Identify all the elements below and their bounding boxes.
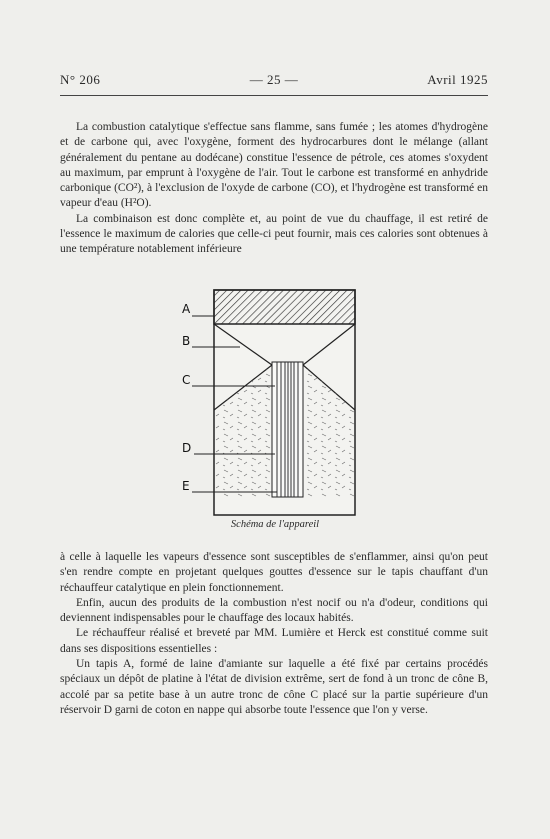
label-c: C [182,373,191,387]
label-a: A [182,302,191,316]
apparatus-diagram [180,287,360,517]
paragraph: La combinaison est donc complète et, au point de vue du chauffage, il est retiré de l'essence le maximum de calories que celle-ci peut fournir, mais ces calories sont obtenues à une température notablement inférieure [60,212,488,256]
paragraph: Enfin, aucun des produits de la combustion n'est nocif ou n'a d'odeur, conditions qui deviennent indispensables pour le chauffage des locaux habités. [60,596,488,625]
issue-date: Avril 1925 [427,72,488,87]
figure-caption: Schéma de l'appareil [230,519,320,530]
body-text-top [60,120,488,258]
label-e: E [182,479,190,493]
paragraph: Le réchauffeur réalisé et breveté par MM. Lumière et Herck est constitué comme suit dans ses dispositions essentielles : [60,627,488,655]
issue-number: N° 206 [60,72,101,87]
page-number: — 25 — [249,72,299,87]
running-header [60,72,488,92]
asbestos-pad [214,290,355,324]
paragraph: La combustion catalytique s'effectue sans flamme, sans fumée ; les atomes d'hydrogène et de carbone qui, avec l'oxygène, forment des hydrocarbures dont le mélange (allant généralement du pentane au dodécane) constitue l'essence de pétrole, ces atomes s'oxydent au maximum, par emprunt à l'oxygène de l'air. Tout le carbone est transformé en anhydride carbonique (CO²), à l'exclusion de l'oxyde de carbone (CO), et l'hydrogène est transformé en vapeur d'eau (H²O). [60,121,488,210]
label-b: B [182,334,191,348]
paragraph: à celle à laquelle les vapeurs d'essence sont susceptibles de s'enflammer, ainsi qu'on peut s'en rendre compte en projetant quelques gouttes d'essence sur le tapis chauffant d'un réchauffeur catalytique en plein fonctionnement. [60,551,488,594]
paragraph: Un tapis A, formé de laine d'amiante sur laquelle a été fixé par certains procédés spéciaux un dépôt de platine à l'état de division extrême, sert de fond à un tronc de cône B, accolé par sa petite base à un autre tronc de cône C placé sur la partie supérieure d'un réservoir D garni de coton en nappe qui absorbe toute l'essence que l'on y verse. [60,658,488,716]
body-text-bottom [60,550,488,718]
label-d: D [182,441,192,455]
header-rule [60,95,488,96]
